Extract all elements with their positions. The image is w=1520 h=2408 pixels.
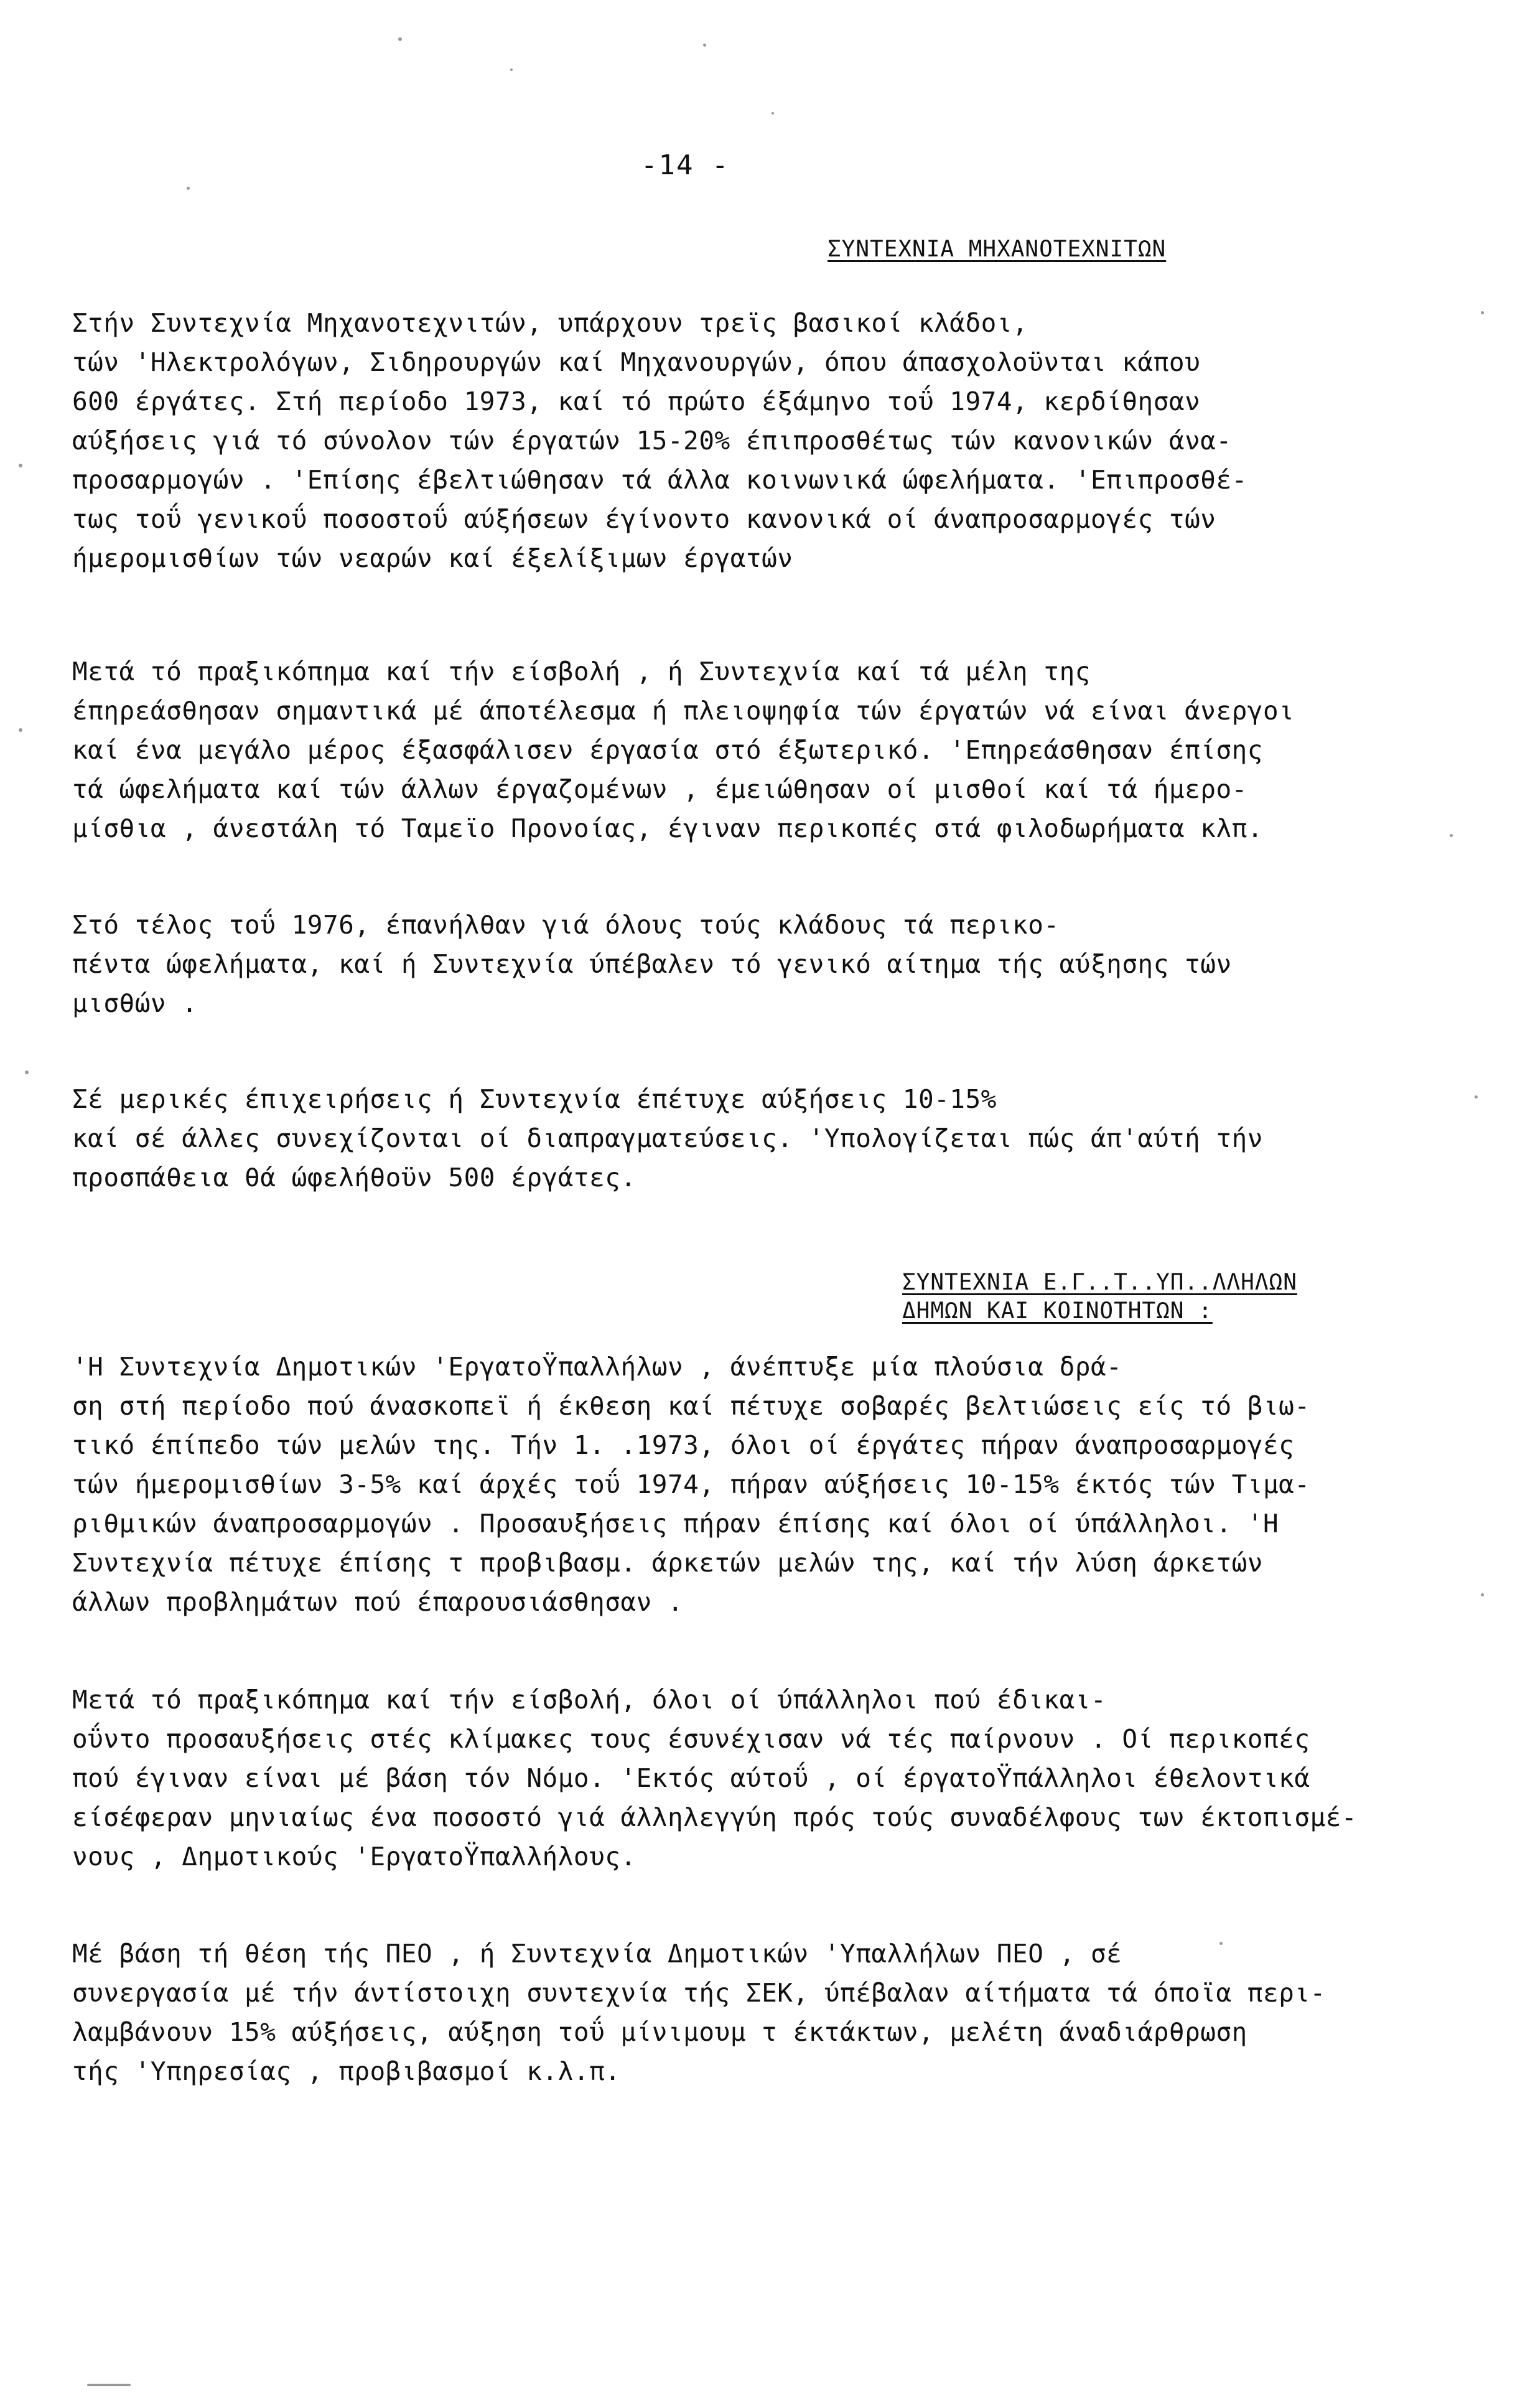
scan-speck [703, 44, 706, 47]
scan-speck [1481, 311, 1484, 314]
paragraph: Στό τέλος τοΰ 1976, έπανήλθαν γιά όλους τούς κλάδους τά περικο- πέντα ώφελήματα, καί ή Συντεχνία ύπέβαλεν τό γενικό αίτημα τής αύξησης τών μισθών . [72, 910, 1232, 1018]
scan-speck [510, 68, 513, 71]
section-heading-municipal-workers: ΣΥΝΤΕΧΝΙΑ Ε.Γ..Τ..ΥΠ..ΛΛΗΛΩΝ ΔΗΜΩΝ ΚΑΙ ΚΟΙΝΟΤΗΤΩΝ : [902, 1270, 1297, 1324]
scan-speck [187, 187, 190, 190]
scan-speck [398, 37, 402, 41]
scan-speck [1450, 834, 1453, 837]
scan-speck [19, 464, 22, 467]
paragraph: Σέ μερικές έπιχειρήσεις ή Συντεχνία έπέτυχε αύξήσεις 10-15% καί σέ άλλες συνεχίζονται οί διαπραγματεύσεις. 'Υπολογίζεται πώς άπ'αύτή τήν προσπάθεια θά ώφελήθοϋν 500 έργάτες. [72, 1084, 1263, 1192]
scan-speck [1481, 1593, 1484, 1596]
scan-speck [772, 112, 774, 115]
paragraph: Στήν Συντεχνία Μηχανοτεχνιτών, υπάρχουν τρεϊς βασικοί κλάδοι, τών 'Ηλεκτρολόγων, Σιδηρουργών καί Μηχανουργών, όπου άπασχολοϋνται κάπου 600 έργάτες. Στή περίοδο 1973, καί τό πρώτο έξάμηνο τοΰ 1974, κερδίθησαν αύξήσεις γιά τό σύνολον τών έργατών 15-20% έπιπροσθέτως τών κανονικών άνα- προσαρμογών . 'Επίσης έβελτιώθησαν τά άλλα κοινωνικά ώφελήματα. 'Επιπροσθέ- τως τοΰ γενικοΰ ποσοστοΰ αύξήσεων έγίνοντο κανονικά οί άναπροσαρμογές τών ήμερομισθίων τών νεαρών καί έξελίξιμων έργατών [72, 308, 1247, 573]
paragraph: Μετά τό πραξικόπημα καί τήν είσβολή, όλοι οί ύπάλληλοι πού έδικαι- οΰντο προσαυξήσεις στές κλίμακες τους έσυνέχισαν νά τές παίρνουν . Οί περικοπές πού έγιναν είναι μέ βάση τόν Νόμο. 'Εκτός αύτοΰ , οί έργατοΫπάλληλοι έθελοντικά είσέφεραν μηνιαίως ένα ποσοστό γιά άλληλεγγύη πρός τούς συναδέλφους των έκτοπισμέ- νους , Δημοτικούς 'ΕργατοΫπαλλήλους. [72, 1685, 1358, 1872]
scan-speck [25, 1070, 29, 1074]
paragraph: Μετά τό πραξικόπημα καί τήν είσβολή , ή Συντεχνία καί τά μέλη της έπηρεάσθησαν σημαντικά μέ άποτέλεσμα ή πλειοψηφία τών έργατών νά είναι άνεργοι καί ένα μεγάλο μέρος έξασφάλισεν έργασία στό έξωτερικό. 'Επηρεάσθησαν έπίσης τά ώφελήματα καί τών άλλων έργαζομένων , έμειώθησαν οί μισθοί καί τά ήμερο- μίσθια , άνεστάλη τό Ταμεϊο Προνοίας, έγιναν περικοπές στά φιλοδωρήματα κλπ. [72, 657, 1295, 843]
section-heading-mechanics: ΣΥΝΤΕΧΝΙΑ ΜΗΧΑΝΟΤΕΧΝΙΤΩΝ [828, 237, 1167, 262]
page-number: -14 - [641, 149, 730, 181]
paragraph: 'Η Συντεχνία Δημοτικών 'ΕργατοΫπαλλήλων , άνέπτυξε μία πλούσια δρά- ση στή περίοδο πού άνασκοπεϊ ή έκθεση καί πέτυχε σοβαρές βελτιώσεις είς τό βιω- τικό έπίπεδο τών μελών της. Τήν 1. .1973, όλοι οί έργάτες πήραν άναπροσαρμογές τών ήμερομισθίων 3-5% καί άρχές τοΰ 1974, πήραν αύξήσεις 10-15% έκτός τών Τιμα- ριθμικών άναπροσαρμογών . Προσαυξήσεις πήραν έπίσης καί όλοι οί ύπάλληλοι. 'Η Συντεχνία πέτυχε έπίσης τ προβιβασμ. άρκετών μελών της, καί τήν λύση άρκετών άλλων προβλημάτων πού έπαρουσιάσθησαν . [72, 1352, 1310, 1617]
scan-speck [1475, 1095, 1478, 1099]
paragraph: Μέ βάση τή θέση τής ΠΕΟ , ή Συντεχνία Δημοτικών 'Υπαλλήλων ΠΕΟ , σέ συνεργασία μέ τήν άντίστοιχη συντεχνία τής ΣΕΚ, ύπέβαλαν αίτήματα τά όποϊα περι- λαμβάνουν 15% αύξήσεις, αύξηση τοΰ μίνιμουμ τ έκτάκτων, μελέτη άναδιάρθρωση τής 'Υπηρεσίας , προβιβασμοί κ.λ.π. [72, 1939, 1326, 2086]
scan-speck [19, 728, 22, 732]
scan-speck [87, 2384, 131, 2386]
